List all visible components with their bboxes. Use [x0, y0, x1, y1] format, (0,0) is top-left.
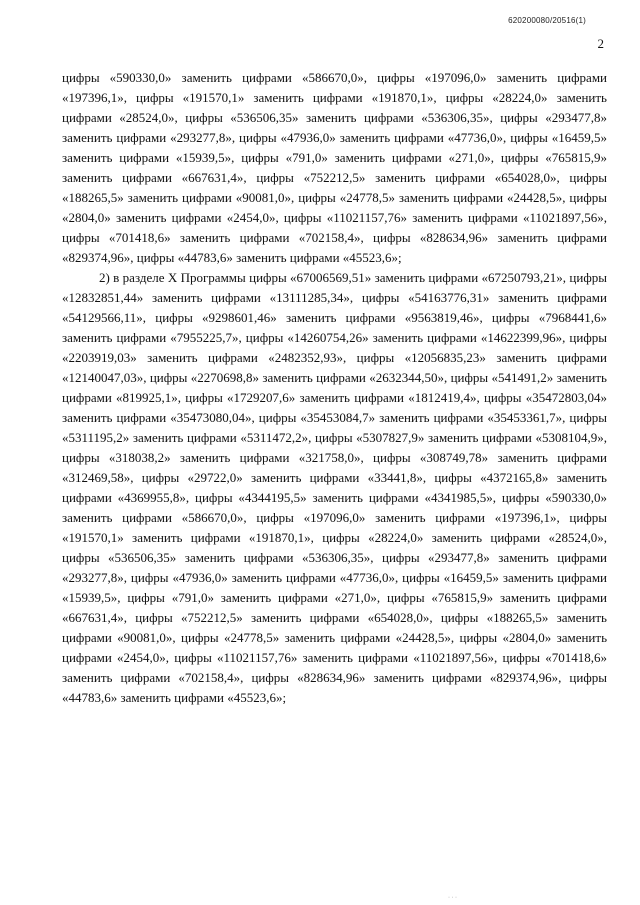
document-body — [62, 68, 607, 708]
paragraph-item-2: 2) в разделе X Программы цифры «67006569,51» заменить цифрами «67250793,21», цифры «12832851,44» заменить цифрами «13111285,34», цифры «54163776,31» заменить цифрами «54129566,11», цифры «9298601,46» заменить цифрами «9563819,46», цифры «7968441,6» заменить цифрами «7955225,7», цифры «14260754,26» заменить цифрами «14622399,96», цифры «2203919,03» заменить цифрами «2482352,93», цифры «12056835,23» заменить цифрами «12140047,03», цифры «2270698,8» заменить цифрами «2632344,50», цифры «541491,2» заменить цифрами «819925,1», цифры «1729207,6» заменить цифрами «1812419,4», цифры «35472803,04» заменить цифрами «35473080,04», цифры «35453084,7» заменить цифрами «35453361,7», цифры «5311195,2» заменить цифрами «5311472,2», цифры «5307827,9» заменить цифрами «5308104,9», цифры «318038,2» заменить цифрами «321758,0», цифры «308749,78» заменить цифрами «312469,58», цифры «29722,0» заменить цифрами «33441,8», цифры «4372165,8» заменить цифрами «4369955,8», цифры «4344195,5» заменить цифрами «4341985,5», цифры «590330,0» заменить цифрами «586670,0», цифры «197096,0» заменить цифрами «197396,1», цифры «191570,1» заменить цифрами «191870,1», цифры «28224,0» заменить цифрами «28524,0», цифры «536506,35» заменить цифрами «536306,35», цифры «293477,8» заменить цифрами «293277,8», цифры «47936,0» заменить цифрами «47736,0», цифры «16459,5» заменить цифрами «15939,5», цифры «791,0» заменить цифрами «271,0», цифры «765815,9» заменить цифрами «667631,4», цифры «752212,5» заменить цифрами «654028,0», цифры «188265,5» заменить цифрами «90081,0», цифры «24778,5» заменить цифрами «24428,5», цифры «2804,0» заменить цифрами «2454,0», цифры «11021157,76» заменить цифрами «11021897,56», цифры «701418,6» заменить цифрами «702158,4», цифры «828634,96» заменить цифрами «829374,96», цифры «44783,6» заменить цифрами «45523,6»; — [62, 270, 607, 705]
footer-mark: · · · — [448, 895, 457, 901]
paragraph-continuation: цифры «590330,0» заменить цифрами «586670,0», цифры «197096,0» заменить цифрами «197396,1», цифры «191570,1» заменить цифрами «191870,1», цифры «28224,0» заменить цифрами «28524,0», цифры «536506,35» заменить цифрами «536306,35», цифры «293477,8» заменить цифрами «293277,8», цифры «47936,0» заменить цифрами «47736,0», цифры «16459,5» заменить цифрами «15939,5», цифры «791,0» заменить цифрами «271,0», цифры «765815,9» заменить цифрами «667631,4», цифры «752212,5» заменить цифрами «654028,0», цифры «188265,5» заменить цифрами «90081,0», цифры «24778,5» заменить цифрами «24428,5», цифры «2804,0» заменить цифрами «2454,0», цифры «11021157,76» заменить цифрами «11021897,56», цифры «701418,6» заменить цифрами «702158,4», цифры «828634,96» заменить цифрами «829374,96», цифры «44783,6» заменить цифрами «45523,6»; — [62, 70, 607, 265]
document-code: 620200080/20516(1) — [508, 16, 586, 25]
page-number: 2 — [597, 36, 604, 51]
